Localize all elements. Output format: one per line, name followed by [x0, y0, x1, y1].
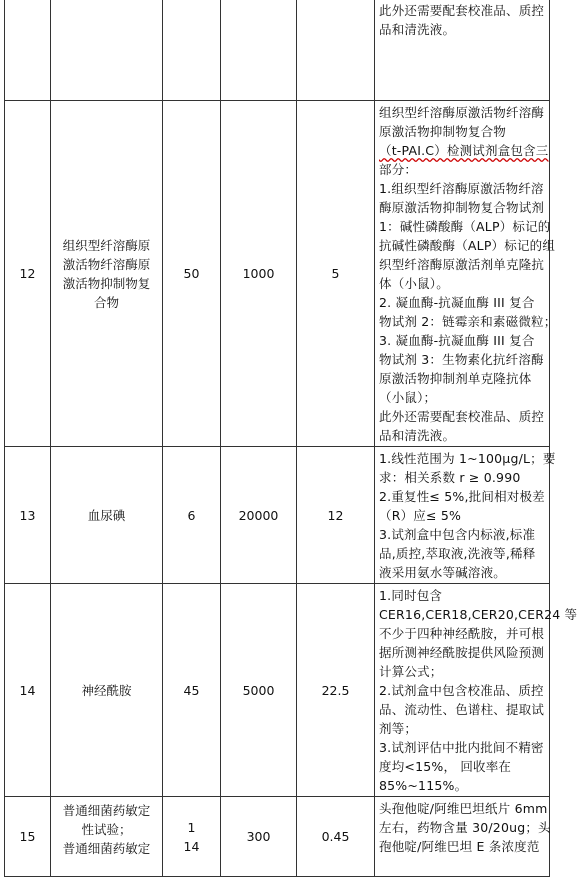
cell-no: 15: [5, 797, 51, 877]
cell-col4: 20000: [221, 447, 297, 584]
cell-col3: 1 14: [163, 797, 221, 877]
cell-col3: [163, 0, 221, 101]
cell-name: [51, 0, 163, 101]
table-row: [5, 447, 550, 584]
table-row: [5, 584, 550, 797]
cell-col4: 5000: [221, 584, 297, 797]
table-row: [5, 101, 550, 447]
cell-col4: [221, 0, 297, 101]
cell-col5: 22.5: [297, 584, 375, 797]
cell-no: 14: [5, 584, 51, 797]
cell-description: 此外还需要配套校准品、质控 品和清洗液。: [375, 0, 550, 101]
reagent-spec-table: [4, 0, 577, 877]
cell-col3: 6: [163, 447, 221, 584]
cell-col5: 0.45: [297, 797, 375, 877]
cell-description: 头孢他啶/阿维巴坦纸片 6mm 左右，药物含量 30/20ug；头 孢他啶/阿维巴坦 E 条浓度范: [375, 797, 550, 877]
cell-col4: 1000: [221, 101, 297, 447]
cell-name: 血尿碘: [51, 447, 163, 584]
cell-name: 普通细菌药敏定 性试验； 普通细菌药敏定: [51, 797, 163, 877]
cell-col5: 5: [297, 101, 375, 447]
table-row: [5, 0, 550, 101]
table-row: [5, 797, 550, 877]
cell-no: 13: [5, 447, 51, 584]
cell-col5: 12: [297, 447, 375, 584]
cell-no: [5, 0, 51, 101]
cell-name: 组织型纤溶酶原 激活物纤溶酶原 激活物抑制物复 合物: [51, 101, 163, 447]
cell-name: 神经酰胺: [51, 584, 163, 797]
cell-col5: [297, 0, 375, 101]
cell-no: 12: [5, 101, 51, 447]
cell-col3: 50: [163, 101, 221, 447]
cell-description: 1.线性范围为 1~100μg/L；要 求：相关系数 r ≥ 0.990 2.重复性≤ 5%,批间相对极差 （R）应≤ 5% 3.试剂盒中包含内标液,标准 品,质控,萃取液,洗液等,稀释 液采用氨水等碱溶液。: [375, 447, 550, 584]
cell-col3: 45: [163, 584, 221, 797]
cell-description: 组织型纤溶酶原激活物纤溶酶 原激活物抑制物复合物 （t-PAI.C）检测试剂盒包含三 部分： 1.组织型纤溶酶原激活物纤溶 酶原激活物抑制物复合物试剂 1：碱性磷酸酶（ALP）标记的 抗碱性磷酸酶（ALP）标记的组 织型纤溶酶原激活剂单克隆抗 体（小鼠）。 2. 凝血酶-抗凝血酶 III 复合 物试剂 2：链霉亲和素磁微粒； 3. 凝血酶-抗凝血酶 III 复合 物试剂 3：生物素化抗纤溶酶 原激活物抑制剂单克隆抗体 （小鼠）； 此外还需要配套校准品、质控 品和清洗液。: [375, 101, 550, 447]
cell-description: 1.同时包含 CER16,CER18,CER20,CER24 等 不少于四种神经酰胺，并可根 据所测神经酰胺提供风险预测 计算公式； 2.试剂盒中包含校准品、质控 品、流动性、色谱柱、提取试 剂等； 3.试剂评估中批内批间不精密 度均<15%， 回收率在 85%~115%。: [375, 584, 550, 797]
cell-col4: 300: [221, 797, 297, 877]
